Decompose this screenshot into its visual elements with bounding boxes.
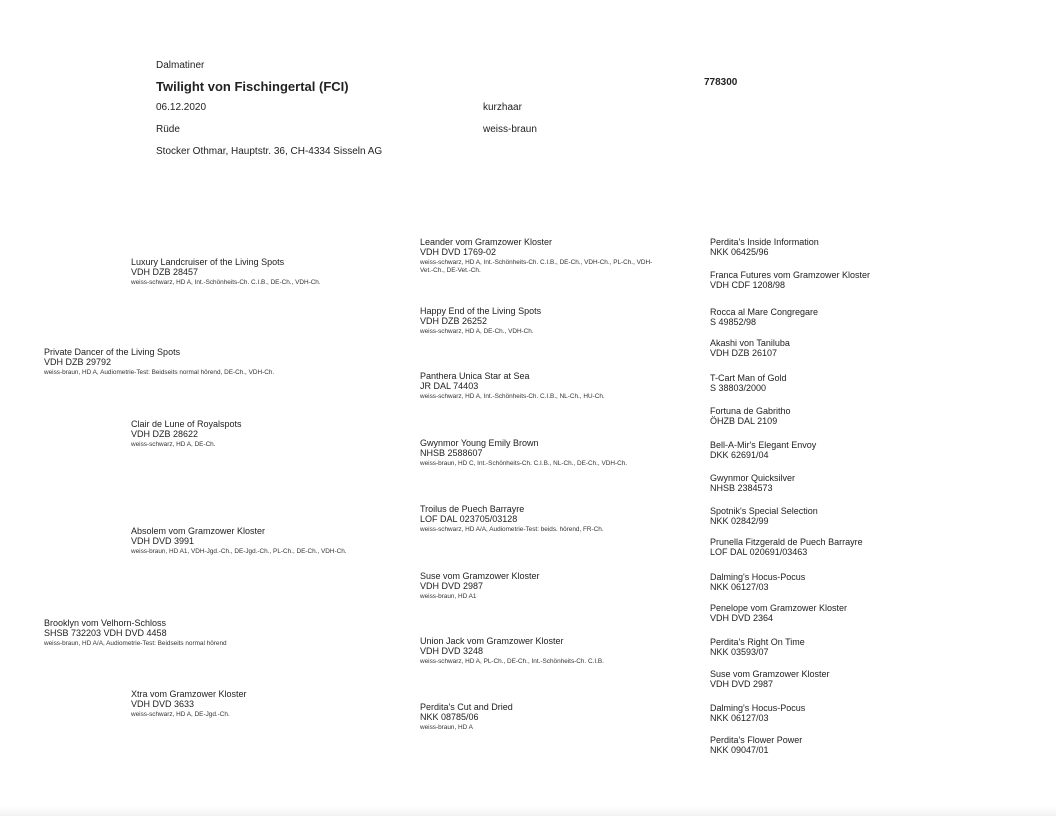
dog-name: Clair de Lune of Royalspots <box>131 419 242 429</box>
pedigree-entry <box>420 372 605 400</box>
dog-name: Union Jack vom Gramzower Kloster <box>420 636 564 646</box>
dog-title: Twilight von Fischingertal (FCI) <box>156 79 349 94</box>
breed-label: Dalmatiner <box>156 60 205 71</box>
dog-name: Dalming's Hocus-Pocus <box>710 572 806 582</box>
pedigree-entry <box>131 690 247 718</box>
dog-registration: VDH DVD 2364 <box>710 612 774 623</box>
dog-titles: weiss-braun, HD A <box>420 723 473 731</box>
dog-name: Perdita's Cut and Dried <box>420 702 513 712</box>
dog-name: Perdita's Right On Time <box>710 637 805 647</box>
dog-name: T-Cart Man of Gold <box>710 373 787 383</box>
pedigree-entry <box>710 704 805 724</box>
pedigree-entry <box>710 573 805 593</box>
color: weiss-braun <box>483 124 537 135</box>
dog-name: Perdita's Inside Information <box>710 237 819 247</box>
dog-name: Spotnik's Special Selection <box>710 506 818 516</box>
dog-registration: LOF DAL 020691/03463 <box>710 546 808 557</box>
dog-name: Suse vom Gramzower Kloster <box>420 571 540 581</box>
dog-titles: weiss-schwarz, HD A, DE-Ch., VDH-Ch. <box>420 327 534 335</box>
coat-type: kurzhaar <box>483 102 522 113</box>
sex: Rüde <box>156 124 180 135</box>
dog-name: Akashi von Taniluba <box>710 338 790 348</box>
pedigree-entry-sire <box>44 348 274 376</box>
dog-registration: JR DAL 74403 <box>420 380 479 391</box>
registration-number: 778300 <box>704 77 738 88</box>
dog-registration: NHSB 2588607 <box>420 447 483 458</box>
pedigree-entry <box>420 505 604 533</box>
dog-titles: weiss-braun, HD C, Int.-Schönheits-Ch. C.I.B., NL-Ch., DE-Ch., VDH-Ch. <box>420 459 628 467</box>
pedigree-entry <box>420 703 513 731</box>
dog-name: Prunella Fitzgerald de Puech Barrayre <box>710 537 863 547</box>
owner: Stocker Othmar, Hauptstr. 36, CH-4334 Sisseln AG <box>156 146 383 157</box>
dog-registration: VDH DVD 3991 <box>131 535 195 546</box>
dog-registration: VDH DVD 2987 <box>710 678 774 689</box>
pedigree-entry <box>710 308 818 328</box>
dog-name: Bell-A-Mir's Elegant Envoy <box>710 440 817 450</box>
dog-name: Happy End of the Living Spots <box>420 306 542 316</box>
dog-registration: VDH DVD 1769-02 <box>420 246 497 257</box>
pedigree-entry <box>131 258 321 286</box>
dog-name: Fortuna de Gabritho <box>710 406 791 416</box>
dog-registration: VDH DVD 3633 <box>131 698 195 709</box>
dog-registration: NKK 09047/01 <box>710 744 769 755</box>
dog-registration: VDH DZB 26107 <box>710 347 778 358</box>
dog-registration: VDH DVD 2987 <box>420 580 484 591</box>
dog-registration: SHSB 732203 VDH DVD 4458 <box>44 627 167 638</box>
dog-name: Panthera Unica Star at Sea <box>420 371 530 381</box>
dog-name: Dalming's Hocus-Pocus <box>710 703 806 713</box>
dog-registration: S 49852/98 <box>710 316 757 327</box>
pedigree-entry <box>710 638 805 658</box>
dog-name: Suse vom Gramzower Kloster <box>710 669 830 679</box>
dog-name: Luxury Landcruiser of the Living Spots <box>131 257 285 267</box>
pedigree-entry <box>131 420 242 448</box>
dog-registration: NHSB 2384573 <box>710 482 773 493</box>
dog-registration: NKK 02842/99 <box>710 515 769 526</box>
dog-registration: NKK 03593/07 <box>710 646 769 657</box>
dog-registration: LOF DAL 023705/03128 <box>420 513 518 524</box>
scan-shadow <box>0 806 1056 816</box>
dog-name: Gwynmor Young Emily Brown <box>420 438 539 448</box>
birthdate: 06.12.2020 <box>156 102 207 113</box>
pedigree-entry <box>420 572 540 600</box>
pedigree-entry <box>710 474 795 494</box>
dog-registration: ÖHZB DAL 2109 <box>710 415 778 426</box>
dog-registration: VDH DZB 28622 <box>131 428 199 439</box>
pedigree-entry <box>710 374 787 394</box>
dog-name: Rocca al Mare Congregare <box>710 307 819 317</box>
pedigree-entry <box>710 271 870 291</box>
dog-titles: weiss-schwarz, HD A, Int.-Schönheits-Ch. C.I.B., DE-Ch., VDH-Ch. <box>131 278 321 286</box>
pedigree-entry <box>710 670 830 690</box>
dog-registration: VDH DZB 28457 <box>131 266 199 277</box>
dog-name: Brooklyn vom Velhorn-Schloss <box>44 618 167 628</box>
dog-name: Leander vom Gramzower Kloster <box>420 237 553 247</box>
dog-titles: weiss-braun, HD A1, VDH-Jgd.-Ch., DE-Jgd.-Ch., PL-Ch., DE-Ch., VDH-Ch. <box>131 547 347 555</box>
dog-titles: Vet.-Ch., DE-Vet.-Ch. <box>420 266 481 274</box>
dog-name: Private Dancer of the Living Spots <box>44 347 181 357</box>
pedigree-entry <box>710 736 802 756</box>
dog-name: Gwynmor Quicksilver <box>710 473 796 483</box>
pedigree-entry <box>710 238 819 258</box>
dog-registration: NKK 06127/03 <box>710 712 769 723</box>
pedigree-entry <box>420 307 541 335</box>
dog-titles: weiss-braun, HD A, Audiometrie-Test: Beidseits normal hörend, DE-Ch., VDH-Ch. <box>44 368 275 376</box>
dog-registration: NKK 06425/96 <box>710 246 769 257</box>
dog-registration: NKK 06127/03 <box>710 581 769 592</box>
pedigree-entry <box>710 538 863 558</box>
dog-registration: VDH DVD 3248 <box>420 645 484 656</box>
dog-name: Penelope vom Gramzower Kloster <box>710 603 848 613</box>
dog-titles: weiss-braun, HD A/A, Audiometrie-Test: Beidseits normal hörend <box>44 639 227 647</box>
pedigree-entry <box>131 527 347 555</box>
dog-name: Troilus de Puech Barrayre <box>420 504 525 514</box>
dog-titles: weiss-schwarz, HD A, DE-Ch. <box>131 440 216 448</box>
dog-registration: S 38803/2000 <box>710 382 767 393</box>
dog-registration: VDH DZB 29792 <box>44 356 112 367</box>
dog-registration: VDH DZB 26252 <box>420 315 488 326</box>
dog-registration: DKK 62691/04 <box>710 449 769 460</box>
pedigree-entry <box>420 439 627 467</box>
pedigree-entry <box>710 604 847 624</box>
pedigree-entry <box>420 637 604 665</box>
dog-name: Xtra vom Gramzower Kloster <box>131 689 247 699</box>
dog-titles: weiss-schwarz, HD A, Int.-Schönheits-Ch. C.I.B., DE-Ch., VDH-Ch., PL-Ch., VDH- <box>420 258 653 266</box>
pedigree-entry <box>710 407 791 427</box>
pedigree-entry <box>420 238 652 274</box>
dog-titles: weiss-schwarz, HD A/A, Audiometrie-Test: beids. hörend, FR-Ch. <box>420 525 604 533</box>
dog-titles: weiss-schwarz, HD A, Int.-Schönheits-Ch. C.I.B., NL-Ch., HU-Ch. <box>420 392 605 400</box>
dog-name: Franca Futures vom Gramzower Kloster <box>710 270 871 280</box>
pedigree-entry-dam <box>44 619 227 647</box>
dog-titles: weiss-schwarz, HD A, DE-Jgd.-Ch. <box>131 710 230 718</box>
pedigree-entry <box>710 507 818 527</box>
dog-registration: NKK 08785/06 <box>420 711 479 722</box>
pedigree-entry <box>710 339 790 359</box>
pedigree-entry <box>710 441 816 461</box>
dog-titles: weiss-schwarz, HD A, PL-Ch., DE-Ch., Int.-Schönheits-Ch. C.I.B. <box>420 657 604 665</box>
dog-name: Perdita's Flower Power <box>710 735 803 745</box>
dog-name: Absolem vom Gramzower Kloster <box>131 526 266 536</box>
dog-registration: VDH CDF 1208/98 <box>710 279 786 290</box>
dog-titles: weiss-braun, HD A1 <box>420 592 477 600</box>
